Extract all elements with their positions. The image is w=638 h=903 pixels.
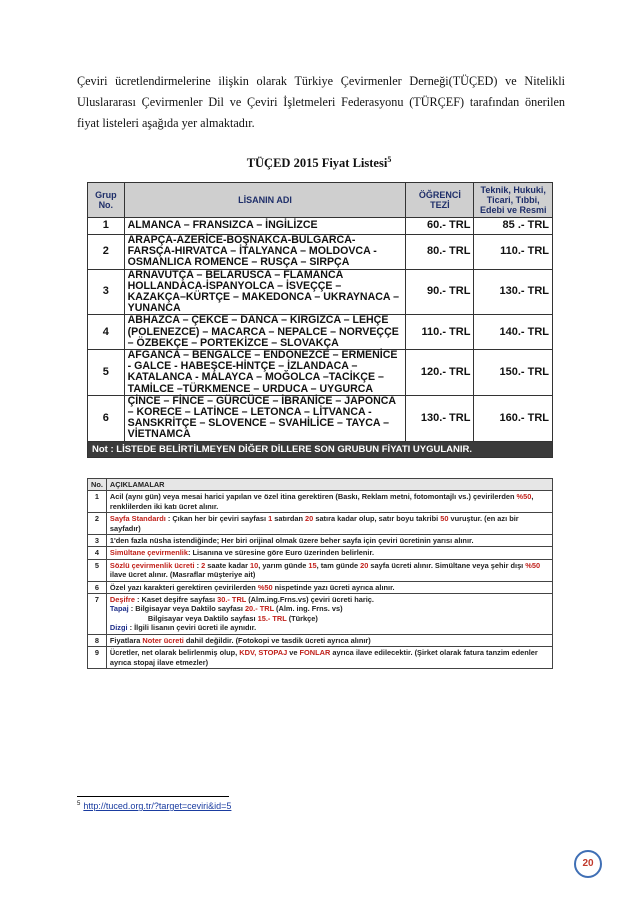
- item-text: [106, 547, 552, 559]
- item-number: 2: [88, 513, 107, 535]
- intro-line-3: tarafından önerilen fiyat listeleri aşağıda yer almaktadır.: [77, 95, 565, 130]
- header-language: LİSANIN ADI: [124, 183, 406, 218]
- item-text: [106, 535, 552, 547]
- text-part: : İlgili lisanın çeviri ücreti ile aynıdır.: [127, 623, 257, 633]
- technical-price: 160.- TRL: [474, 395, 553, 441]
- item-number: 9: [88, 647, 107, 669]
- explanations-table: [87, 478, 553, 669]
- price-list-title: [0, 155, 638, 171]
- item-number: 6: [88, 581, 107, 593]
- explanations-no-label: No.: [88, 479, 107, 491]
- text-part: Bilgisayar veya Daktilo sayfası: [147, 613, 258, 623]
- text-part: ve: [287, 648, 300, 658]
- technical-price: 150.- TRL: [474, 350, 553, 396]
- text-part: :: [194, 560, 202, 570]
- student-price: 110.- TRL: [406, 315, 474, 350]
- technical-price: 140.- TRL: [474, 315, 553, 350]
- highlight: %50: [516, 492, 532, 502]
- text-part: , renklilerden iki katı ücret alınır.: [109, 492, 534, 511]
- text-part: 1'den fazla nüsha istendiğinde; Her biri orijinal olmak üzere beher sayfa için çeviri ücretinin yarısı alınır.: [109, 536, 474, 546]
- text-part: (Alm.ing.Frns.vs) çeviri ücreti hariç.: [246, 595, 374, 605]
- item-text: [106, 581, 552, 593]
- text-part: : Bilgisayar veya Daktilo sayfası: [128, 604, 245, 614]
- table-row: [88, 218, 553, 235]
- language-list: ARAPÇA-AZERİCE-BOŞNAKCA-BULGARCA-FARSÇA-HIRVATCA – İTALYANCA – MOLDOVCA - OSMANLICA ROMENCE – RUSÇA – SIRPÇA: [124, 235, 406, 270]
- text-part: ilave ücret alınır. (Masraflar müşteriye ait): [109, 570, 256, 580]
- text-part: (Türkçe): [286, 613, 318, 623]
- item-text: [106, 647, 552, 669]
- item-number: 7: [88, 594, 107, 635]
- group-number: 1: [88, 218, 125, 235]
- text-part: : Lisanına ve süresine göre Euro üzerinden belirlenir.: [187, 548, 375, 558]
- item-number: 4: [88, 547, 107, 559]
- dizgi-line: [110, 623, 549, 632]
- group-number: 6: [88, 395, 125, 441]
- highlight: Noter ücreti: [142, 635, 184, 645]
- text-part: Fiyatlara: [109, 635, 143, 645]
- highlight: 15: [308, 560, 317, 570]
- text-part: satıra kadar olup, satır boyu takribi: [313, 514, 441, 524]
- price-table: [87, 182, 553, 458]
- header-student: ÖĞRENCİ TEZİ: [406, 183, 474, 218]
- text-part: : Çıkan her bir çeviri sayfası: [165, 514, 269, 524]
- student-price: 90.- TRL: [406, 269, 474, 315]
- item-number: 1: [88, 491, 107, 513]
- tapaj-line: [110, 604, 549, 613]
- highlight: 1: [268, 514, 273, 524]
- language-list: AFGANCA – BENGALCE – ENDONEZCE – ERMENİCE - GALCE - HABEŞCE-HİNTÇE – İZLANDACA – KATALANCA - MALAYCA – MOĞOLCA –TACİKÇE – TAMİLCE –TÜRKMENCE – URDUCA – UYGURCA: [124, 350, 406, 396]
- highlight: 20.- TRL: [244, 604, 274, 614]
- label-blue: Tapaj: [109, 604, 129, 614]
- item-number: 8: [88, 634, 107, 646]
- footnote: [77, 801, 231, 811]
- header-technical: Teknik, Hukuki, Ticari, Tıbbi, Edebi ve Resmi: [474, 183, 553, 218]
- decipher-line: [110, 595, 549, 604]
- highlight: 15.- TRL: [257, 613, 287, 623]
- highlight: %50: [257, 582, 273, 592]
- price-table-header: [88, 183, 553, 218]
- highlight: FONLAR: [299, 648, 331, 658]
- highlight: Simültane çevirmenlik: [109, 548, 188, 558]
- item-text: [106, 594, 552, 635]
- student-price: 130.- TRL: [406, 395, 474, 441]
- text-part: saate kadar: [205, 560, 251, 570]
- text-part: sayfa ücreti alınır. Simültane veya şehir dışı: [368, 560, 526, 570]
- text-part: nispetinde yazı ücreti ayrıca alınır.: [272, 582, 395, 592]
- footnote-number: 5: [77, 801, 81, 807]
- text-part: vuruştur. (en azı bir sayfadır): [109, 514, 519, 533]
- text-part: : Kaset deşifre sayfası: [134, 595, 218, 605]
- technical-price: 85 .- TRL: [474, 218, 553, 235]
- table-row: [88, 315, 553, 350]
- student-price: 60.- TRL: [406, 218, 474, 235]
- label-blue: Dizgi: [109, 623, 128, 633]
- list-item: [88, 634, 553, 646]
- footnote-link[interactable]: http://tuced.org.tr/?target=ceviri&id=5: [83, 801, 232, 811]
- student-price: 120.- TRL: [406, 350, 474, 396]
- item-text: [106, 634, 552, 646]
- highlight: 30.- TRL: [217, 595, 247, 605]
- language-list: ABHAZCA – ÇEKCE – DANCA – KIRGIZCA – LEHÇE (POLENEZCE) – MACARCA – NEPALCE – NORVEÇÇE – ÖZBEKÇE – PORTEKİZCE – SLOVAKÇA: [124, 315, 406, 350]
- table-row: [88, 395, 553, 441]
- highlight: 2: [201, 560, 206, 570]
- item-text: [106, 513, 552, 535]
- item-number: 5: [88, 559, 107, 581]
- item-text: [106, 559, 552, 581]
- highlight: 20: [360, 560, 369, 570]
- table-row: [88, 235, 553, 270]
- group-number: 3: [88, 269, 125, 315]
- list-item: [88, 491, 553, 513]
- intro-line-1: Çeviri ücretlendirmelerine ilişkin olarak Türkiye Çevirmenler Derneği(TÜÇED) ve: [77, 74, 517, 88]
- intro-paragraph: [77, 71, 565, 134]
- highlight: Deşifre: [109, 595, 135, 605]
- explanations-header: [88, 479, 553, 491]
- highlight: %50: [525, 560, 541, 570]
- list-item: [88, 581, 553, 593]
- highlight: 20: [305, 514, 314, 524]
- highlight: 10: [250, 560, 259, 570]
- list-item: [88, 535, 553, 547]
- list-item: [88, 594, 553, 635]
- item-text: [106, 491, 552, 513]
- highlight: 50: [440, 514, 449, 524]
- price-list-title-text: TÜÇED 2015 Fiyat Listesi: [246, 156, 388, 171]
- list-item: [88, 547, 553, 559]
- list-item: [88, 647, 553, 669]
- text-part: , yarım günde: [258, 560, 309, 570]
- list-item: [88, 513, 553, 535]
- group-number: 5: [88, 350, 125, 396]
- technical-price: 130.- TRL: [474, 269, 553, 315]
- text-part: Acil (aynı gün) veya mesai harici yapılan ve özel itina gerektiren (Baskı, Reklam metni, fotomontajlı vs.) çevirilerden: [109, 492, 517, 502]
- item-number: 3: [88, 535, 107, 547]
- list-item: [88, 559, 553, 581]
- text-part: dahil değildir. (Fotokopi ve tasdik ücreti ayrıca alınır): [183, 635, 371, 645]
- student-price: 80.- TRL: [406, 235, 474, 270]
- text-part: ayrıca ilave edilecektir. (Şirket olarak fatura tanzim edenler ayrıca stopaj ilave etmezler): [109, 648, 538, 667]
- text-part: Özel yazı karakteri gerektiren çevirilerden: [109, 582, 258, 592]
- technical-price: 110.- TRL: [474, 235, 553, 270]
- highlight: Sözlü çevirmenlik ücreti: [109, 560, 195, 570]
- highlight: KDV, STOPAJ: [239, 648, 288, 658]
- intro-line-2: Nitelikli Uluslararası Çevirmenler Dil ve Çeviri İşletmeleri Federasyonu (TÜRÇEF): [77, 74, 566, 109]
- group-number: 2: [88, 235, 125, 270]
- language-list: ÇİNCE – FİNCE – GÜRCÜCE – İBRANİCE – JAPONCA – KORECE – LATİNCE – LETONCA – LİTVANCA - SANSKRİTÇE – SLOVENCE – SVAHİLİCE – TAYCA – VİETNAMCA: [124, 395, 406, 441]
- text-part: Ücretler, net olarak belirlenmiş olup,: [109, 648, 240, 658]
- text-part: satırdan: [272, 514, 306, 524]
- page-number: 20: [574, 850, 602, 878]
- text-part: (Alm. ing. Frns. vs): [273, 604, 343, 614]
- footnote-ref: 5: [387, 155, 392, 164]
- explanations-heading: AÇIKLAMALAR: [106, 479, 552, 491]
- language-list: ALMANCA – FRANSIZCA – İNGİLİZCE: [124, 218, 406, 235]
- text-part: , tam günde: [316, 560, 361, 570]
- header-group-no: Grup No.: [88, 183, 125, 218]
- highlight: Sayfa Standardı: [109, 514, 166, 524]
- group-number: 4: [88, 315, 125, 350]
- tapaj-line-2: [110, 614, 549, 623]
- language-list: ARNAVUTÇA – BELARUSCA – FLAMANCA HOLLANDACA-İSPANYOLCA – İSVEÇÇE – KAZAKÇA–KÜRTÇE – MAKEDONCA – UKRAYNACA – YUNANCA: [124, 269, 406, 315]
- price-table-note: Not : LİSTEDE BELİRTİLMEYEN DİĞER DİLLERE SON GRUBUN FİYATI UYGULANIR.: [88, 441, 553, 457]
- table-row: [88, 269, 553, 315]
- price-table-note-row: [88, 441, 553, 457]
- footnote-divider: [77, 796, 229, 797]
- table-row: [88, 350, 553, 396]
